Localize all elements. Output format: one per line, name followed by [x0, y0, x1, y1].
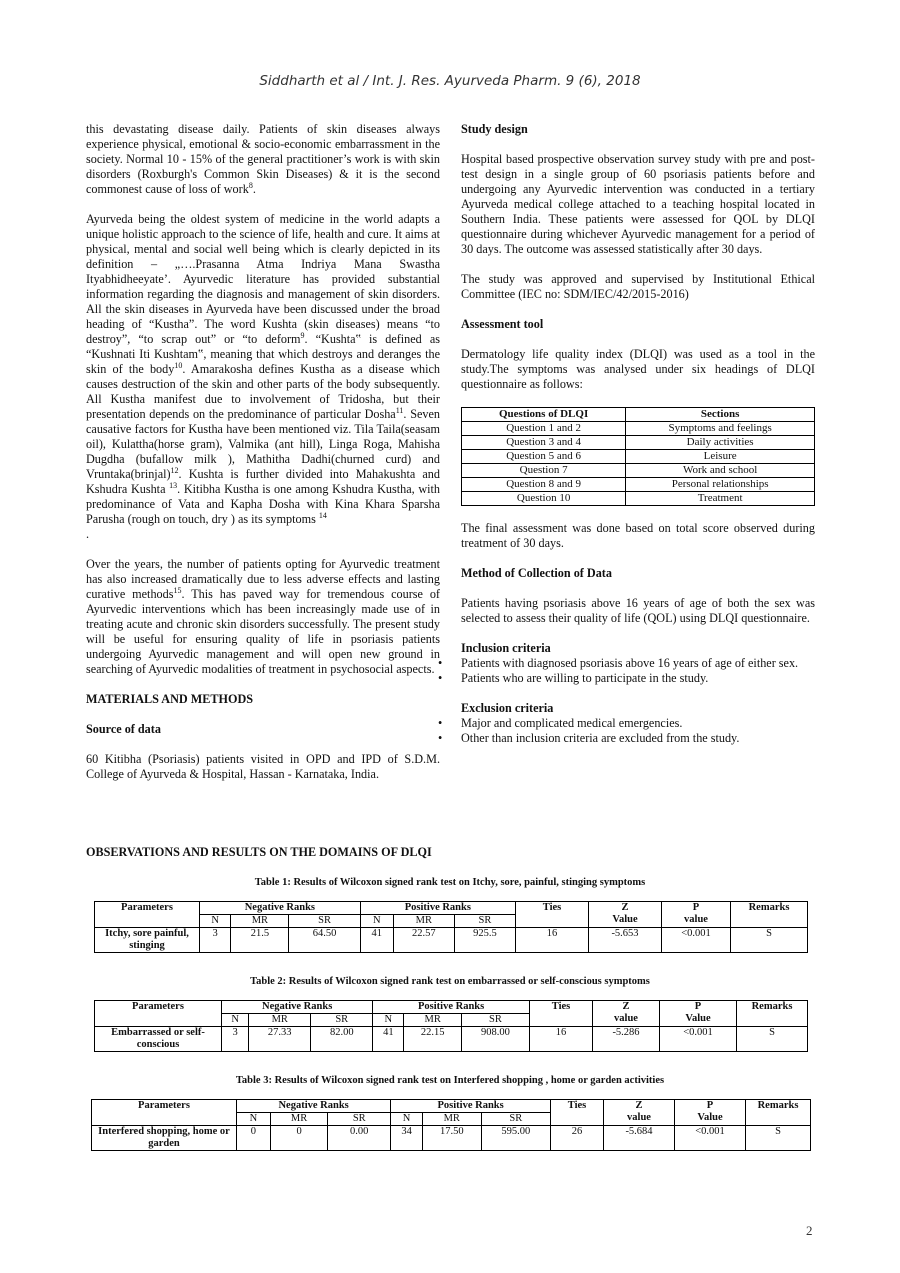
bullet-icon: • [438, 671, 443, 685]
column-header: Positive Ranks [360, 902, 515, 915]
column-header: Remarks [746, 1100, 811, 1126]
dlqi-sections-table [461, 407, 815, 506]
table-row [95, 928, 808, 953]
observations-heading: OBSERVATIONS AND RESULTS ON THE DOMAINS OF DLQI [86, 845, 432, 859]
table-cell: 41 [373, 1027, 404, 1052]
column-header: Remarks [737, 1001, 808, 1027]
table-cell: 3 [222, 1027, 249, 1052]
results-table-2 [94, 1000, 808, 1052]
table-cell: 82.00 [311, 1027, 373, 1052]
table-row [95, 1027, 808, 1052]
table-row [462, 436, 815, 450]
table-cell: Question 8 and 9 [462, 478, 626, 492]
final-assessment-text: The final assessment was done based on total score observed during treatment of 30 days. [461, 521, 815, 550]
column-header: Z value [593, 1001, 660, 1027]
table-cell: Leisure [626, 450, 815, 464]
table-row [462, 422, 815, 436]
column-header: N [391, 1113, 423, 1126]
column-header: P value [662, 902, 731, 928]
inclusion-criteria-list [438, 656, 815, 686]
column-header: N [373, 1014, 404, 1027]
column-header: P Value [675, 1100, 746, 1126]
table-cell: 0.00 [328, 1126, 391, 1151]
materials-methods-heading: MATERIALS AND METHODS [86, 692, 254, 706]
study-design-text: Hospital based prospective observation survey study with pre and post-test design in a single group of 60 psoriasis patients before and undergoing any Ayurvedic intervention was conducted in a tertiary Ayurveda medical college attached to a teaching hospital located in Southern India. These patients were assessed for QOL by DLQI questionnaire during whichever Ayurvedic management for a period of 30 days. The outcome was assessed statistically after 30 days. [461, 152, 815, 256]
bullet-icon: • [438, 731, 443, 745]
table-cell: 21.5 [231, 928, 289, 953]
table-row [92, 1126, 811, 1151]
table-cell: Treatment [626, 492, 815, 506]
column-header: Positive Ranks [373, 1001, 530, 1014]
assessment-tool-heading: Assessment tool [461, 317, 544, 331]
column-header: MR [249, 1014, 311, 1027]
column-header: Ties [530, 1001, 593, 1027]
table-cell: <0.001 [660, 1027, 737, 1052]
table-cell: Question 1 and 2 [462, 422, 626, 436]
column-header: Ties [551, 1100, 604, 1126]
column-header: Sections [626, 408, 815, 422]
table-cell: Symptoms and feelings [626, 422, 815, 436]
column-header: Positive Ranks [391, 1100, 551, 1113]
column-header: Remarks [731, 902, 808, 928]
column-header: Negative Ranks [222, 1001, 373, 1014]
table-cell: 16 [516, 928, 589, 953]
table-cell: Daily activities [626, 436, 815, 450]
column-header: SR [454, 915, 515, 928]
table-cell: Personal relationships [626, 478, 815, 492]
column-header: Questions of DLQI [462, 408, 626, 422]
table-cell: 41 [360, 928, 393, 953]
collection-method-text: Patients having psoriasis above 16 years of age of both the sex was selected to assess their quality of life (QOL) using DLQI questionnaire. [461, 596, 815, 625]
table-cell: -5.653 [589, 928, 662, 953]
results-table-3 [91, 1099, 811, 1151]
table-cell: 17.50 [422, 1126, 481, 1151]
table-cell: 22.57 [393, 928, 454, 953]
table-2-caption: Table 2: Results of Wilcoxon signed rank test on embarrassed or self-conscious symptoms [250, 976, 650, 987]
table-cell: 64.50 [289, 928, 360, 953]
table-cell: 16 [530, 1027, 593, 1052]
table-cell: 22.15 [404, 1027, 462, 1052]
table-row [462, 450, 815, 464]
right-column [438, 122, 815, 761]
paragraph-intro: this devastating disease daily. Patients of skin diseases always experience physical, emotional & socio-economic embarrassment in the society. Normal 10 - 15% of the general practitioner’s work is with skin disorders (Roxburgh's Common Skin Diseases) & it is the second commonest cause of loss of work$^8$. [86, 122, 440, 196]
column-header: MR [422, 1113, 481, 1126]
column-header: MR [393, 915, 454, 928]
column-header: Ties [516, 902, 589, 928]
list-item: • Major and complicated medical emergencies. [438, 716, 683, 730]
collection-method-heading: Method of Collection of Data [461, 566, 612, 580]
column-header: Negative Ranks [200, 902, 361, 915]
table-cell: 595.00 [481, 1126, 550, 1151]
list-item: • Patients with diagnosed psoriasis above 16 years of age of either sex. [438, 656, 799, 670]
bullet-icon: • [438, 716, 443, 730]
table-row [462, 464, 815, 478]
column-header: Z value [604, 1100, 675, 1126]
column-header: Negative Ranks [237, 1100, 391, 1113]
table-cell: -5.286 [593, 1027, 660, 1052]
paragraph-over-the-years: Over the years, the number of patients opting for Ayurvedic treatment has also increased dramatically due to less adverse effects and lasting curative methods$^{15}$. This has paved way for tremendous course of Ayurvedic interventions which has been increasingly made use of in treating acute and chronic skin disorders successfully. The present study will be useful for ensuring quality of life in psoriasis patients undergoing Ayurvedic management and will open new ground in searching of Ayurvedic modalities of treatment in psychosocial aspects. [86, 557, 440, 676]
bullet-icon: • [438, 656, 443, 670]
column-header: SR [311, 1014, 373, 1027]
table-row [462, 492, 815, 506]
table-cell: Itchy, sore painful, stinging [95, 928, 200, 953]
table-header-row [92, 1100, 811, 1113]
table-cell: <0.001 [675, 1126, 746, 1151]
table-cell: 908.00 [461, 1027, 529, 1052]
study-design-heading: Study design [461, 122, 528, 136]
column-header: N [237, 1113, 271, 1126]
table-cell: Interfered shopping, home or garden [92, 1126, 237, 1151]
table-cell: 925.5 [454, 928, 515, 953]
column-header: Parameters [95, 902, 200, 928]
table-cell: Question 5 and 6 [462, 450, 626, 464]
column-header: Parameters [95, 1001, 222, 1027]
table-cell: 26 [551, 1126, 604, 1151]
table-header-row [95, 1001, 808, 1014]
column-header: SR [481, 1113, 550, 1126]
column-header: N [360, 915, 393, 928]
running-header: Siddharth et al / Int. J. Res. Ayurveda Pharm. 9 (6), 2018 [259, 73, 641, 89]
table-header-row [462, 408, 815, 422]
table-cell: 34 [391, 1126, 423, 1151]
column-header: SR [328, 1113, 391, 1126]
assessment-tool-text: Dermatology life quality index (DLQI) was used as a tool in the study.The symptoms was analysed under six headings of DLQI questionnaire as follows: [461, 347, 815, 391]
table-1-caption: Table 1: Results of Wilcoxon signed rank test on Itchy, sore, painful, stinging symptoms [254, 877, 646, 888]
table-cell: Work and school [626, 464, 815, 478]
column-header: Z Value [589, 902, 662, 928]
column-header: Parameters [92, 1100, 237, 1126]
exclusion-criteria-list [438, 716, 815, 746]
table-cell: Question 7 [462, 464, 626, 478]
list-item: • Patients who are willing to participate in the study. [438, 671, 709, 685]
page-number: 2 [806, 1223, 813, 1238]
column-header: MR [270, 1113, 327, 1126]
table-cell: Question 10 [462, 492, 626, 506]
exclusion-criteria-heading: Exclusion criteria [461, 701, 554, 715]
inclusion-criteria-heading: Inclusion criteria [461, 641, 551, 655]
table-cell: 27.33 [249, 1027, 311, 1052]
table-cell: 0 [270, 1126, 327, 1151]
table-cell: S [737, 1027, 808, 1052]
list-item: • Other than inclusion criteria are excluded from the study. [438, 731, 740, 745]
table-cell: -5.684 [604, 1126, 675, 1151]
table-cell: Embarrassed or self-conscious [95, 1027, 222, 1052]
left-column [86, 122, 443, 797]
table-cell: 3 [200, 928, 231, 953]
paragraph-ayurveda: Ayurveda being the oldest system of medicine in the world adapts a unique holistic approach to the science of life, health and cure. It aims at physical, mental and social well being which is clearly depicted in its definition – „….Prasanna Atma Indriya Mana Swastha Ityabhidheeyate’. Ayurvedic literature has provided substantial information regarding the diagnosis and management of skin disorders. All the skin diseases in Ayurveda have been discussed under the broad heading of “Kustha”. The word Kushta (skin diseases) means “to destroy”, “to scrap out” or “to deform$^9$. “Kushta‟ is defined as “Kushnati Iti Kushtam‟, meaning that which destroys and deranges the skin of the body$^{10}$. Amarakosha defines Kustha as a disease which causes destruction of the skin and other parts of the body subsequently. All Kustha manifest due to involvement of Tridosha, but their presentation depends on the predominance of particular Dosha$^{11}$. Seven causative factors for Kustha have been mentioned viz. Tila Taila(seasam oil), Kulattha(horse gram), Valmika (ant hill), Linga Roga, Mahisha Dugdha (bufallow milk ), Mathitha Dadhi(churned curd) and Vruntaka(brinjal)$^{12}$. Kushta is further divided into Mahakushta and Kshudra Kushta $^{13}$. Kitibha Kustha is one among Kshudra Kustha, with predominance of Vata and Kapha Dosha with Kina Khara Sparsha Parusha (rough on touch, dry ) as its symptoms $^{14}$ . [86, 212, 441, 541]
table-cell: S [746, 1126, 811, 1151]
ethics-text: The study was approved and supervised by Institutional Ethical Committee (IEC no: SDM/IEC/42/2015-2016) [461, 272, 815, 301]
table-header-row [95, 902, 808, 915]
source-of-data-heading: Source of data [86, 722, 161, 736]
column-header: MR [404, 1014, 462, 1027]
table-cell: S [731, 928, 808, 953]
results-table-1 [94, 901, 808, 953]
table-row [462, 478, 815, 492]
source-of-data-text: 60 Kitibha (Psoriasis) patients visited in OPD and IPD of S.D.M. College of Ayurveda & Hospital, Hassan - Karnataka, India. [86, 752, 440, 781]
column-header: MR [231, 915, 289, 928]
column-header: P Value [660, 1001, 737, 1027]
column-header: N [222, 1014, 249, 1027]
table-3-caption: Table 3: Results of Wilcoxon signed rank test on Interfered shopping , home or garden activities [235, 1075, 665, 1086]
table-cell: Question 3 and 4 [462, 436, 626, 450]
column-header: SR [461, 1014, 529, 1027]
table-cell: <0.001 [662, 928, 731, 953]
column-header: SR [289, 915, 360, 928]
column-header: N [200, 915, 231, 928]
table-cell: 0 [237, 1126, 271, 1151]
